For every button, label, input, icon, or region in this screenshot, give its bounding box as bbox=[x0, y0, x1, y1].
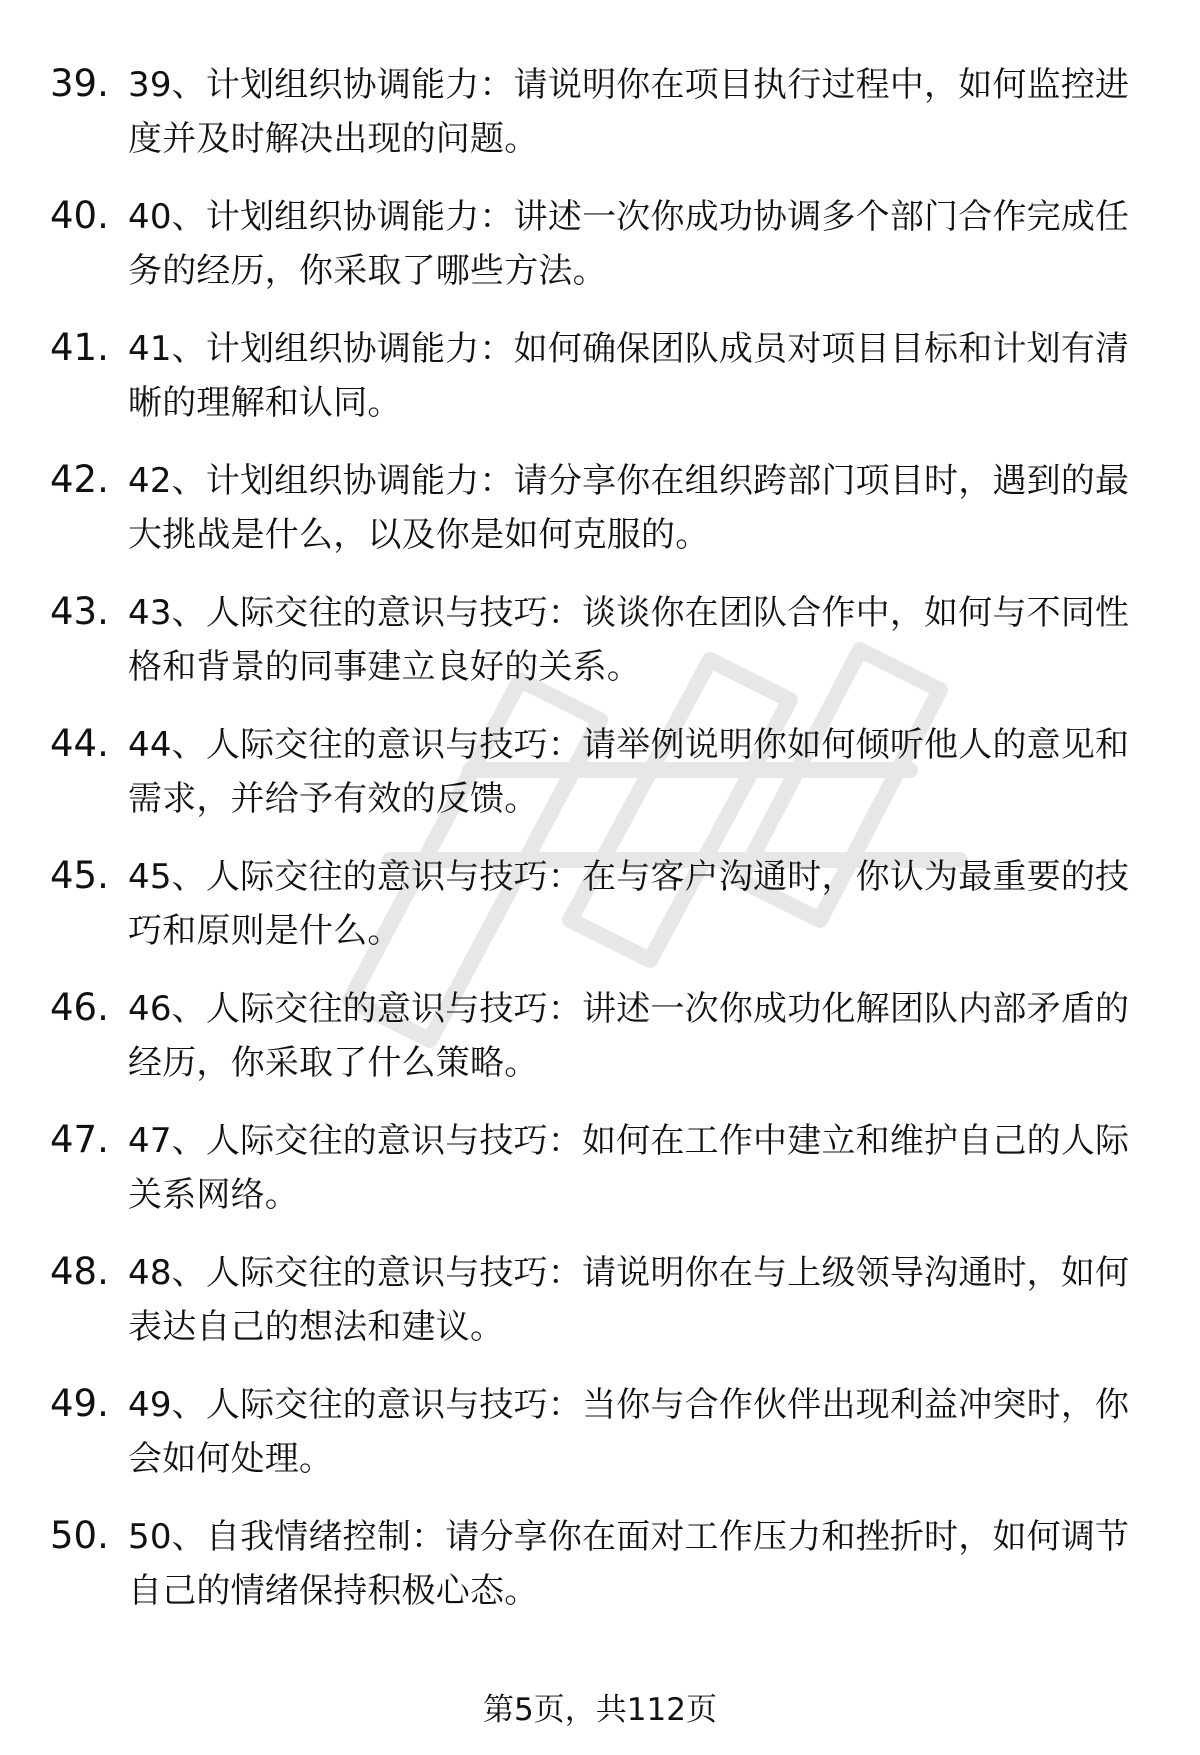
item-text: 43、人际交往的意识与技巧：谈谈你在团队合作中，如何与不同性格和背景的同事建立良好的关系。 bbox=[128, 593, 1130, 687]
item-number: 40. bbox=[50, 194, 109, 237]
item-number: 43. bbox=[50, 590, 109, 633]
list-item bbox=[50, 190, 1160, 322]
list-item bbox=[50, 1114, 1160, 1246]
list-item bbox=[50, 322, 1160, 454]
list-item bbox=[50, 1378, 1160, 1510]
question-list bbox=[50, 58, 1160, 1642]
item-text: 46、人际交往的意识与技巧：讲述一次你成功化解团队内部矛盾的经历，你采取了什么策略。 bbox=[128, 989, 1130, 1083]
item-text: 48、人际交往的意识与技巧：请说明你在与上级领导沟通时，如何表达自己的想法和建议。 bbox=[128, 1253, 1130, 1347]
item-number: 41. bbox=[50, 326, 109, 369]
item-text: 44、人际交往的意识与技巧：请举例说明你如何倾听他人的意见和需求，并给予有效的反馈。 bbox=[128, 725, 1130, 819]
list-item bbox=[50, 850, 1160, 982]
list-item bbox=[50, 454, 1160, 586]
item-text: 50、自我情绪控制：请分享你在面对工作压力和挫折时，如何调节自己的情绪保持积极心态。 bbox=[128, 1517, 1130, 1611]
item-number: 47. bbox=[50, 1118, 109, 1161]
item-text: 45、人际交往的意识与技巧：在与客户沟通时，你认为最重要的技巧和原则是什么。 bbox=[128, 857, 1130, 951]
item-number: 44. bbox=[50, 722, 109, 765]
list-item bbox=[50, 982, 1160, 1114]
item-number: 50. bbox=[50, 1514, 109, 1557]
item-text: 40、计划组织协调能力：讲述一次你成功协调多个部门合作完成任务的经历，你采取了哪些方法。 bbox=[128, 197, 1130, 291]
item-text: 42、计划组织协调能力：请分享你在组织跨部门项目时，遇到的最大挑战是什么，以及你是如何克服的。 bbox=[128, 461, 1130, 555]
item-number: 49. bbox=[50, 1382, 109, 1425]
list-item bbox=[50, 1246, 1160, 1378]
item-text: 39、计划组织协调能力：请说明你在项目执行过程中，如何监控进度并及时解决出现的问题。 bbox=[128, 65, 1130, 159]
item-text: 41、计划组织协调能力：如何确保团队成员对项目目标和计划有清晰的理解和认同。 bbox=[128, 329, 1130, 423]
list-item bbox=[50, 1510, 1160, 1642]
item-text: 49、人际交往的意识与技巧：当你与合作伙伴出现利益冲突时，你会如何处理。 bbox=[128, 1385, 1130, 1479]
item-number: 39. bbox=[50, 62, 109, 105]
list-item bbox=[50, 58, 1160, 190]
item-number: 48. bbox=[50, 1250, 109, 1293]
list-item bbox=[50, 586, 1160, 718]
page-number: 第5页，共112页 bbox=[483, 1692, 717, 1728]
item-number: 42. bbox=[50, 458, 109, 501]
item-number: 46. bbox=[50, 986, 109, 1029]
list-item bbox=[50, 718, 1160, 850]
item-number: 45. bbox=[50, 854, 109, 897]
item-text: 47、人际交往的意识与技巧：如何在工作中建立和维护自己的人际关系网络。 bbox=[128, 1121, 1130, 1215]
